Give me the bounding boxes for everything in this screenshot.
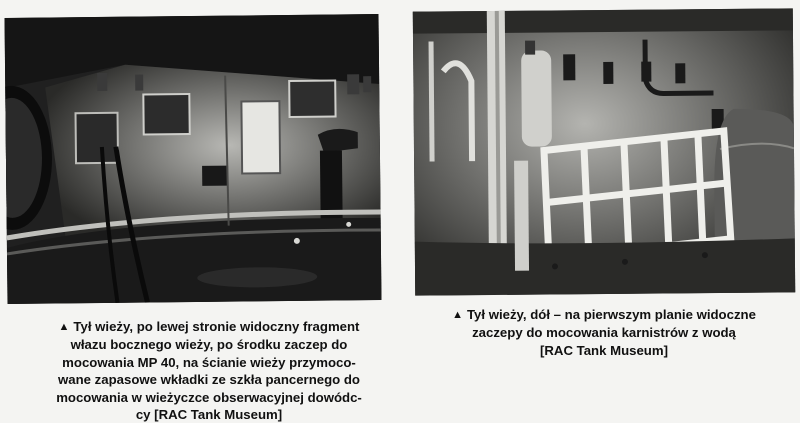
left-caption-line-4: wane zapasowe wkładki ze szkła pancernego do <box>58 372 360 388</box>
turret-rear-left-photo-image <box>5 14 382 304</box>
left-caption-line-6: cy [RAC Tank Museum] <box>135 407 283 423</box>
left-caption-line-5: mocowania w wieżyczce obserwacyjnej dowódc- <box>56 389 362 405</box>
right-caption-line-3: [RAC Tank Museum] <box>540 342 668 358</box>
left-photo <box>5 14 382 304</box>
left-caption-line-1: ▲ Tył wieży, po lewej stronie widoczny fragment <box>28 318 390 336</box>
left-caption <box>28 318 390 423</box>
left-caption-line-3: mocowania MP 40, na ścianie wieży przymoco- <box>62 354 356 370</box>
triangle-marker-icon: ▲ <box>58 321 70 333</box>
right-caption-line-2: zaczepy do mocowania karnistrów z wodą <box>472 325 736 341</box>
right-caption-line-1: ▲ Tył wieży, dół – na pierwszym planie widoczne <box>418 306 790 324</box>
turret-rear-bottom-photo-image <box>413 8 795 295</box>
left-caption-line-2: włazu bocznego wieży, po środku zaczep do <box>70 337 348 353</box>
triangle-marker-icon: ▲ <box>452 309 463 321</box>
right-photo <box>413 8 795 295</box>
right-caption <box>418 306 790 359</box>
